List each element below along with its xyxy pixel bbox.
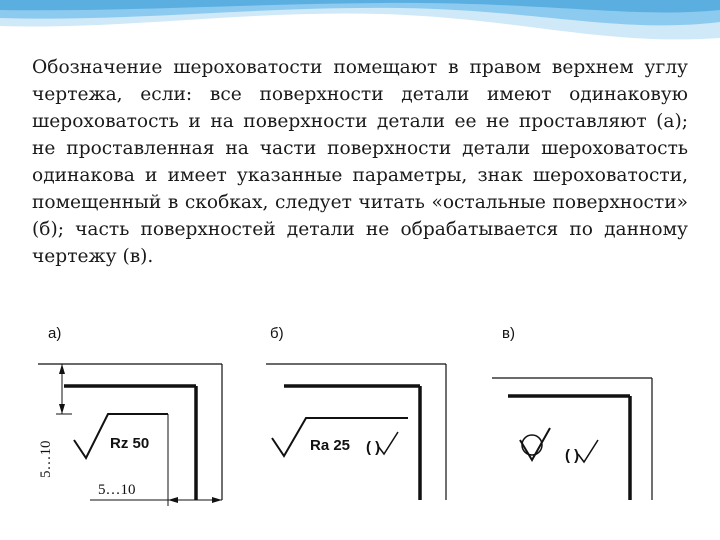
arrow-right-icon (212, 497, 222, 503)
dimension-horizontal-label: 5…10 (98, 482, 136, 498)
roughness-value-a: Rz 50 (110, 435, 150, 452)
dimension-vertical-label: 5…10 (38, 440, 54, 478)
arrow-down-icon (59, 404, 65, 414)
body-paragraph: Обозначение шероховатости помещают в правом верхнем углу чертежа, если: все поверхности детали имеют одинаковую шероховатость и на поверхности детали ее не проставляют (а); не проставленная на части поверхности детали шероховатость одинакова и имеет указанные параметры, знак шероховатости, помещенный в скобках, следует читать «остальные поверхности» (б); часть поверхностей детали не обрабатывается по данному чертежу (в). (32, 57, 688, 267)
figure-a-label: а) (48, 325, 62, 342)
figure-c (492, 325, 652, 500)
circle-sign-icon (522, 435, 542, 455)
figure-c-label: в) (502, 325, 515, 342)
roughness-value-b: Ra 25 (310, 437, 351, 454)
bracket-text-c: ( ) (565, 447, 580, 464)
arrow-up-icon (59, 364, 65, 374)
roughness-drawings (0, 310, 720, 540)
figure-b-label: б) (270, 325, 284, 342)
figure-b (266, 325, 446, 500)
bracket-text-b: ( ) (366, 439, 381, 456)
unmachined-roughness-sign (520, 428, 550, 460)
arrow-left-icon (168, 497, 178, 503)
check-sign-icon (378, 432, 398, 454)
figure-a (38, 325, 222, 506)
check-sign-icon (578, 440, 598, 462)
header-swoosh-decoration (0, 0, 720, 60)
